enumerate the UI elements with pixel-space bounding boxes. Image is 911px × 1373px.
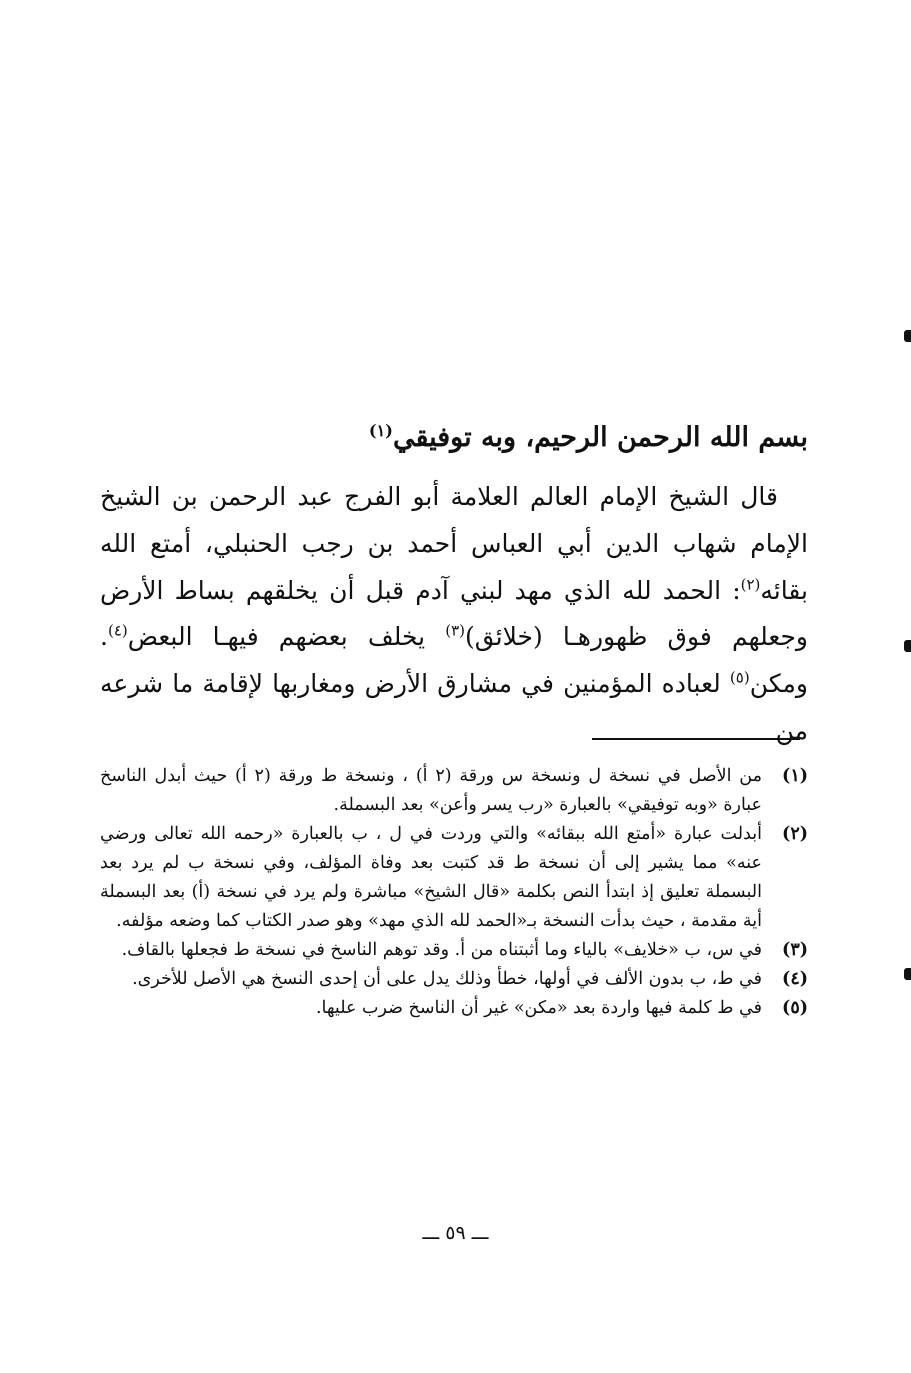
footnote-3 — [100, 936, 808, 965]
footnote-2 — [100, 820, 808, 936]
main-text-part-4: . ومكن — [100, 622, 808, 699]
footnote-5 — [100, 994, 808, 1023]
footnote-ref-2[interactable]: (٢) — [740, 575, 761, 594]
main-text-part-5: لعباده المؤمنين في مشارق الأرض ومغاربها لإقامة ما شرعه من — [100, 669, 808, 745]
scan-edge-mark — [904, 330, 911, 342]
footnotes — [100, 762, 808, 1023]
main-text-part-1: قال الشيخ الإمام العالم العلامة أبو الفرج عبد الرحمن بن الشيخ الإمام شهاب الدين أبي العباس أحمد بن رجب الحنبلي، أمتع الله بقائه — [100, 482, 808, 605]
footnote-4 — [100, 965, 808, 994]
footnote-text: في ط كلمة فيها واردة بعد «مكن» غير أن الناسخ ضرب عليها. — [315, 998, 762, 1018]
main-text-part-3: يخلف بعضهم فيهـا البعض — [127, 622, 446, 652]
footnote-ref-3[interactable]: (٣) — [445, 622, 466, 641]
footnote-1 — [100, 762, 808, 820]
basmala-heading — [88, 418, 808, 458]
footnote-ref-5[interactable]: (٥) — [729, 668, 750, 687]
footnote-divider — [592, 738, 800, 740]
footnote-number: (٣) — [782, 940, 808, 960]
footnote-ref-1[interactable]: (١) — [368, 421, 393, 440]
main-text-part-2: : الحمد لله الذي مهد لبني آدم قبل أن يخلقهم بساط الأرض وجعلهم فوق ظهورهـا (خلائق) — [100, 575, 808, 652]
footnote-text: في ط، ب بدون الألف في أولها، خطأ وذلك يدل على أن إحدى النسخ هي الأصل للأخرى. — [132, 969, 762, 989]
main-paragraph — [100, 474, 808, 755]
footnote-number: (٤) — [782, 969, 808, 989]
footnote-text: من الأصل في نسخة ل ونسخة س ورقة (٢ أ) ، ونسخة ط ورقة (٢ أ) حيث أبدل الناسخ عبارة «وبه توفيقي» بالعبارة «رب يسر وأعن» بعد البسملة. — [100, 766, 762, 815]
footnote-text: أبدلت عبارة «أمتع الله ببقائه» والتي وردت في ل ، ب بالعبارة «رحمه الله تعالى ورضي عنه» مما يشير إلى أن نسخة ط قد كتبت بعد وفاة المؤلف، وفي نسخة ب لم يرد بعد البسملة تعليق إذ ابتدأ النص بكلمة «قال الشيخ» مباشرة ولم يرد في نسخة (أ) بعد البسملة أية مقدمة ، حيث بدأت النسخة بـ«الحمد لله الذي مهد» وهو صدر الكتاب كما وضعه مؤلفه. — [100, 824, 762, 931]
footnote-number: (٢) — [782, 824, 808, 844]
main-text — [100, 474, 808, 755]
footnote-text: في س، ب «خلايف» بالياء وما أثبتناه من أ. وقد توهم الناسخ في نسخة ط فجعلها بالقاف. — [121, 940, 762, 960]
footnote-ref-4[interactable]: (٤) — [107, 622, 128, 641]
page-number: ـــ ٥٩ ـــ — [422, 1222, 489, 1244]
footnote-number: (١) — [782, 766, 808, 786]
footnote-number: (٥) — [782, 998, 808, 1018]
heading-text: بسم الله الرحمن الرحيم، وبه توفيقي — [392, 422, 808, 453]
scan-edge-mark — [904, 640, 911, 652]
scan-edge-mark — [904, 968, 911, 980]
